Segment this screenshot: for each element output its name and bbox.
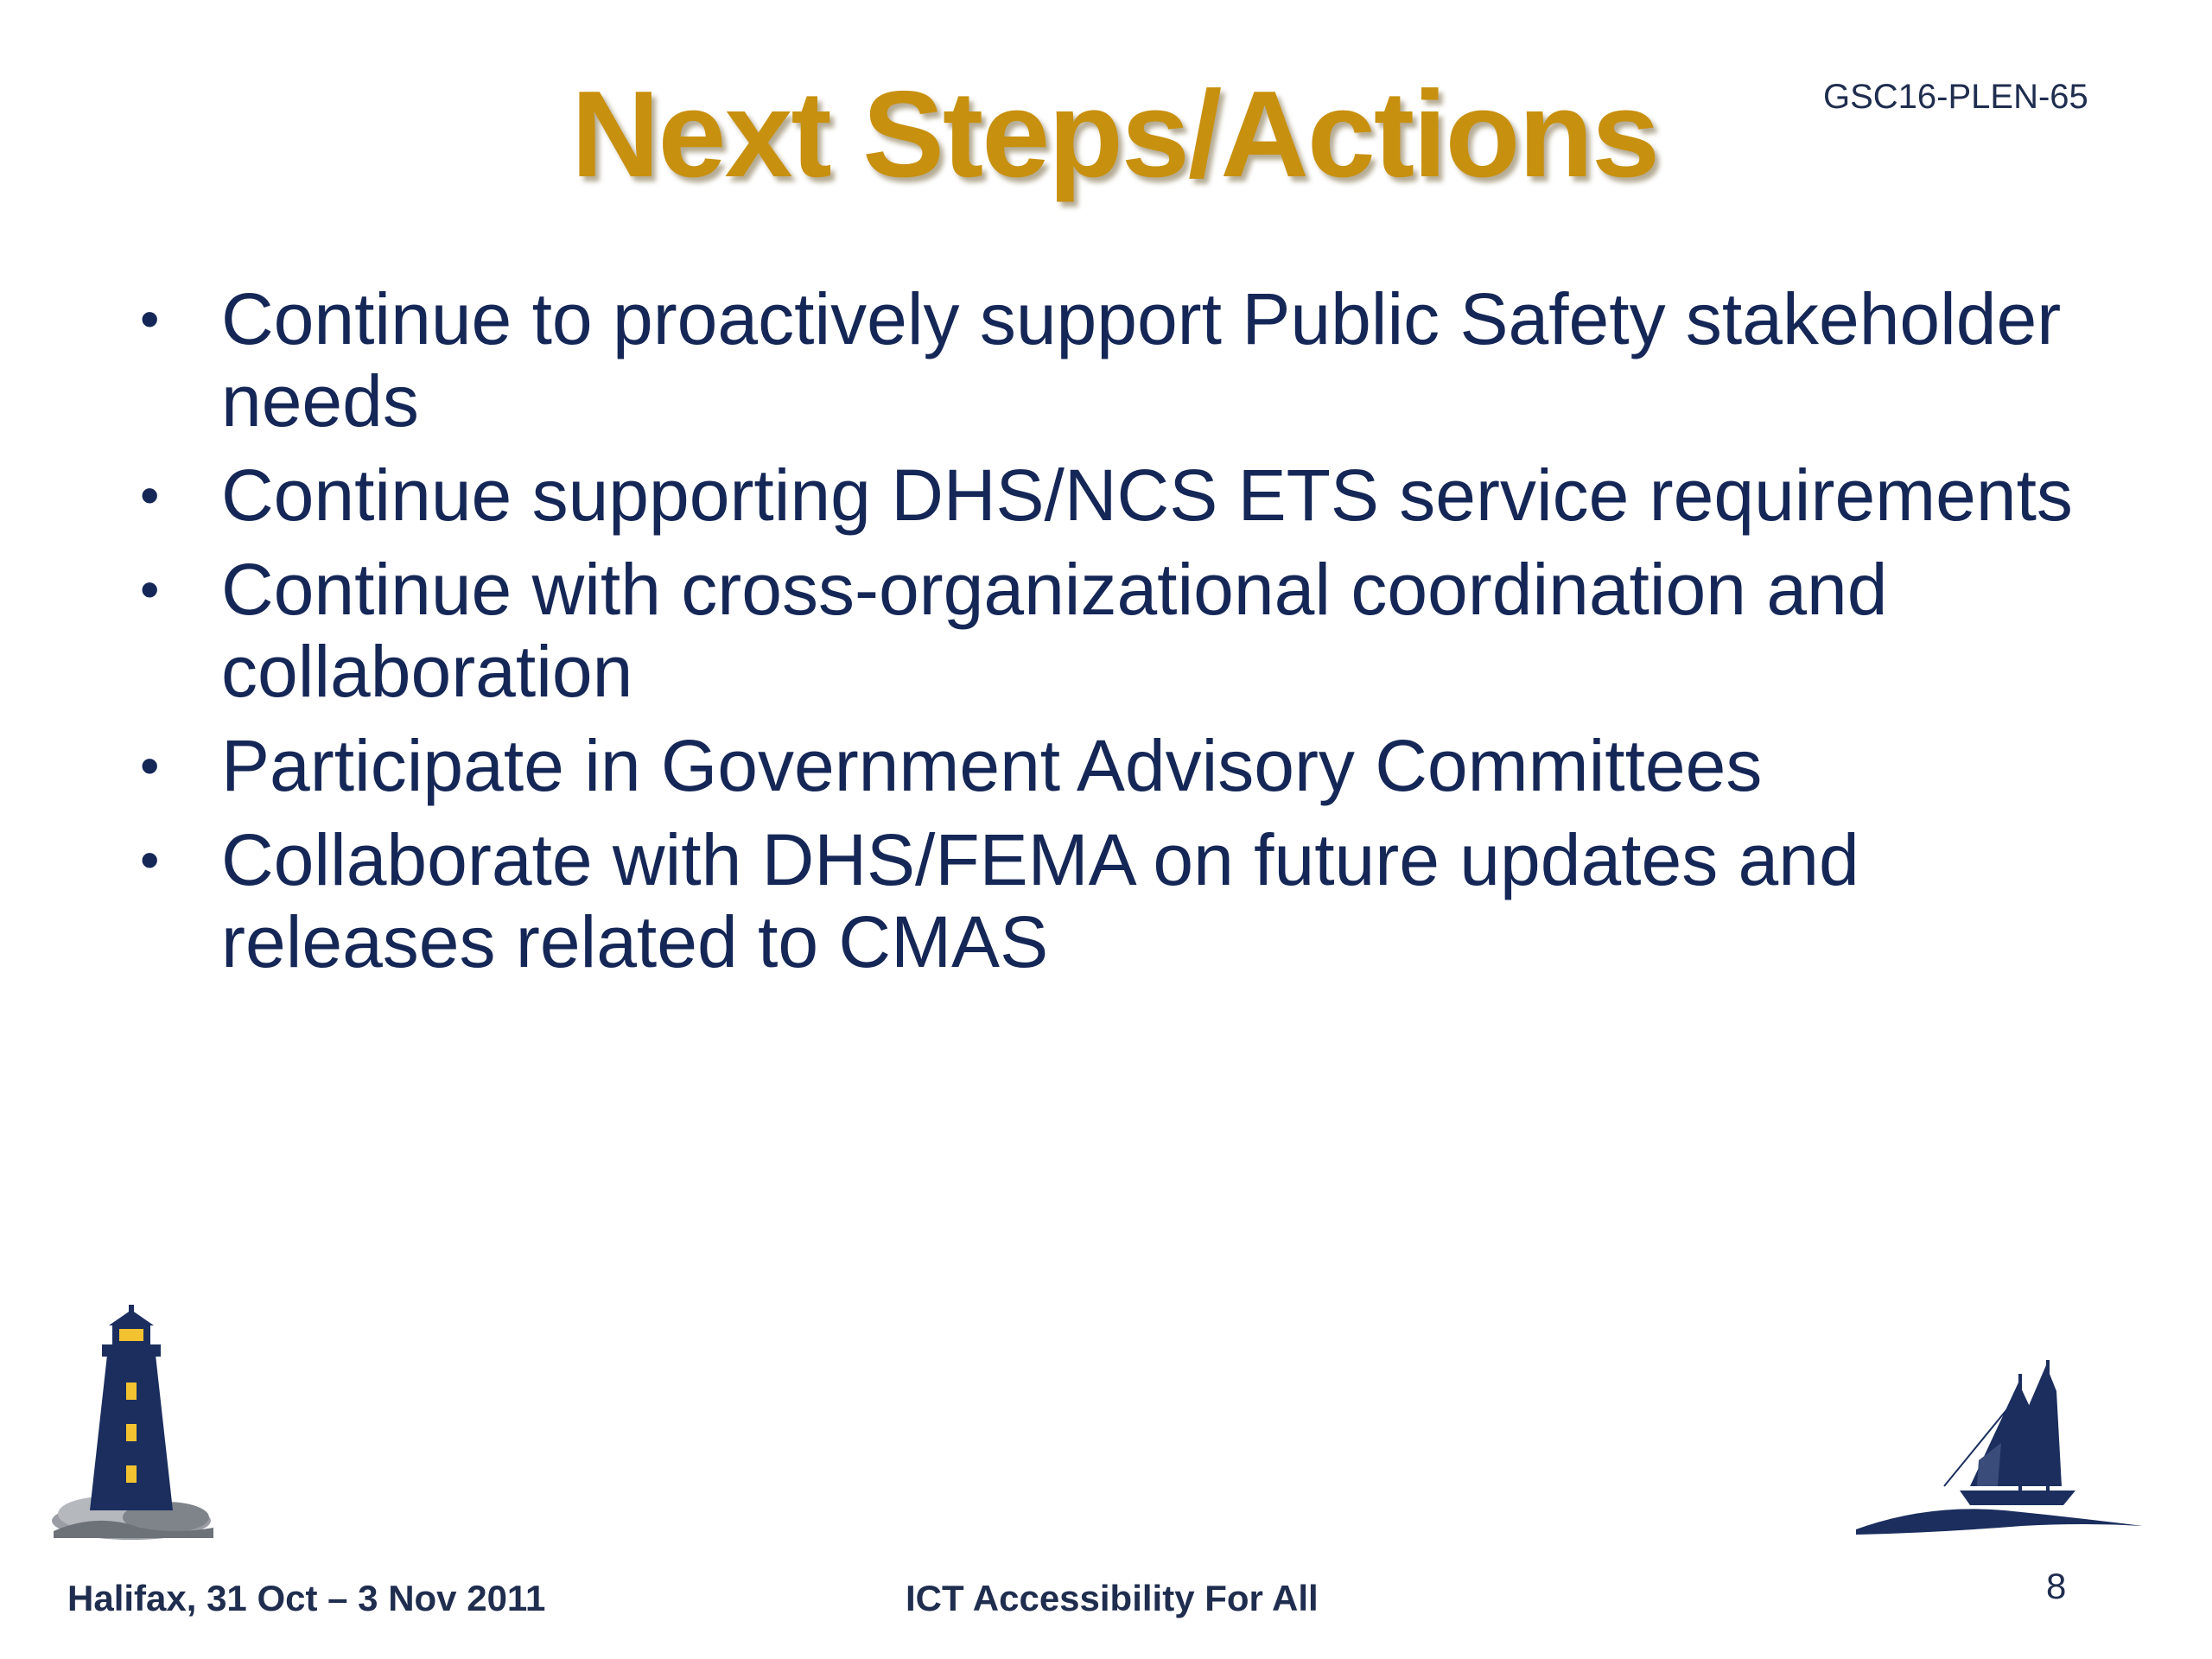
bullet-item: [130, 454, 2143, 537]
bullet-marker: •: [140, 558, 160, 620]
sailing-ship-icon: [1849, 1357, 2152, 1547]
bullet-text: Continue to proactively support Public Safety stakeholder needs: [221, 278, 2062, 442]
bullet-text: Participate in Government Advisory Committees: [221, 725, 1763, 806]
slide-title: Next Steps/Actions: [570, 66, 1659, 203]
bullet-text: Continue supporting DHS/NCS ETS service requirements: [221, 454, 2073, 536]
bullet-item: [130, 278, 2143, 442]
bullet-list: [130, 278, 2143, 995]
ship-hull: [1960, 1491, 2075, 1505]
bullet-text: Collaborate with DHS/FEMA on future updates and releases related to CMAS: [221, 819, 1859, 982]
ship-waves: [1856, 1509, 2143, 1535]
bullet-text: Continue with cross-organizational coordination and collaboration: [221, 549, 1888, 712]
document-id: GSC16-PLEN-65: [1823, 78, 2088, 116]
bullet-marker: •: [140, 288, 160, 350]
bullet-marker: •: [140, 734, 160, 797]
lighthouse-windows: [126, 1382, 137, 1483]
footer-location-date: Halifax, 31 Oct – 3 Nov 2011: [67, 1578, 546, 1618]
bullet-item: [130, 819, 2143, 983]
bullet-marker: •: [140, 464, 160, 526]
lighthouse-icon: [45, 1305, 218, 1547]
page-number: 8: [2046, 1566, 2067, 1606]
ship-sails: [1944, 1360, 2062, 1495]
bullet-marker: •: [140, 829, 160, 891]
bullet-item: [130, 725, 2143, 807]
bullet-item: [130, 549, 2143, 713]
footer-theme: ICT Accessibility For All: [906, 1578, 1319, 1618]
